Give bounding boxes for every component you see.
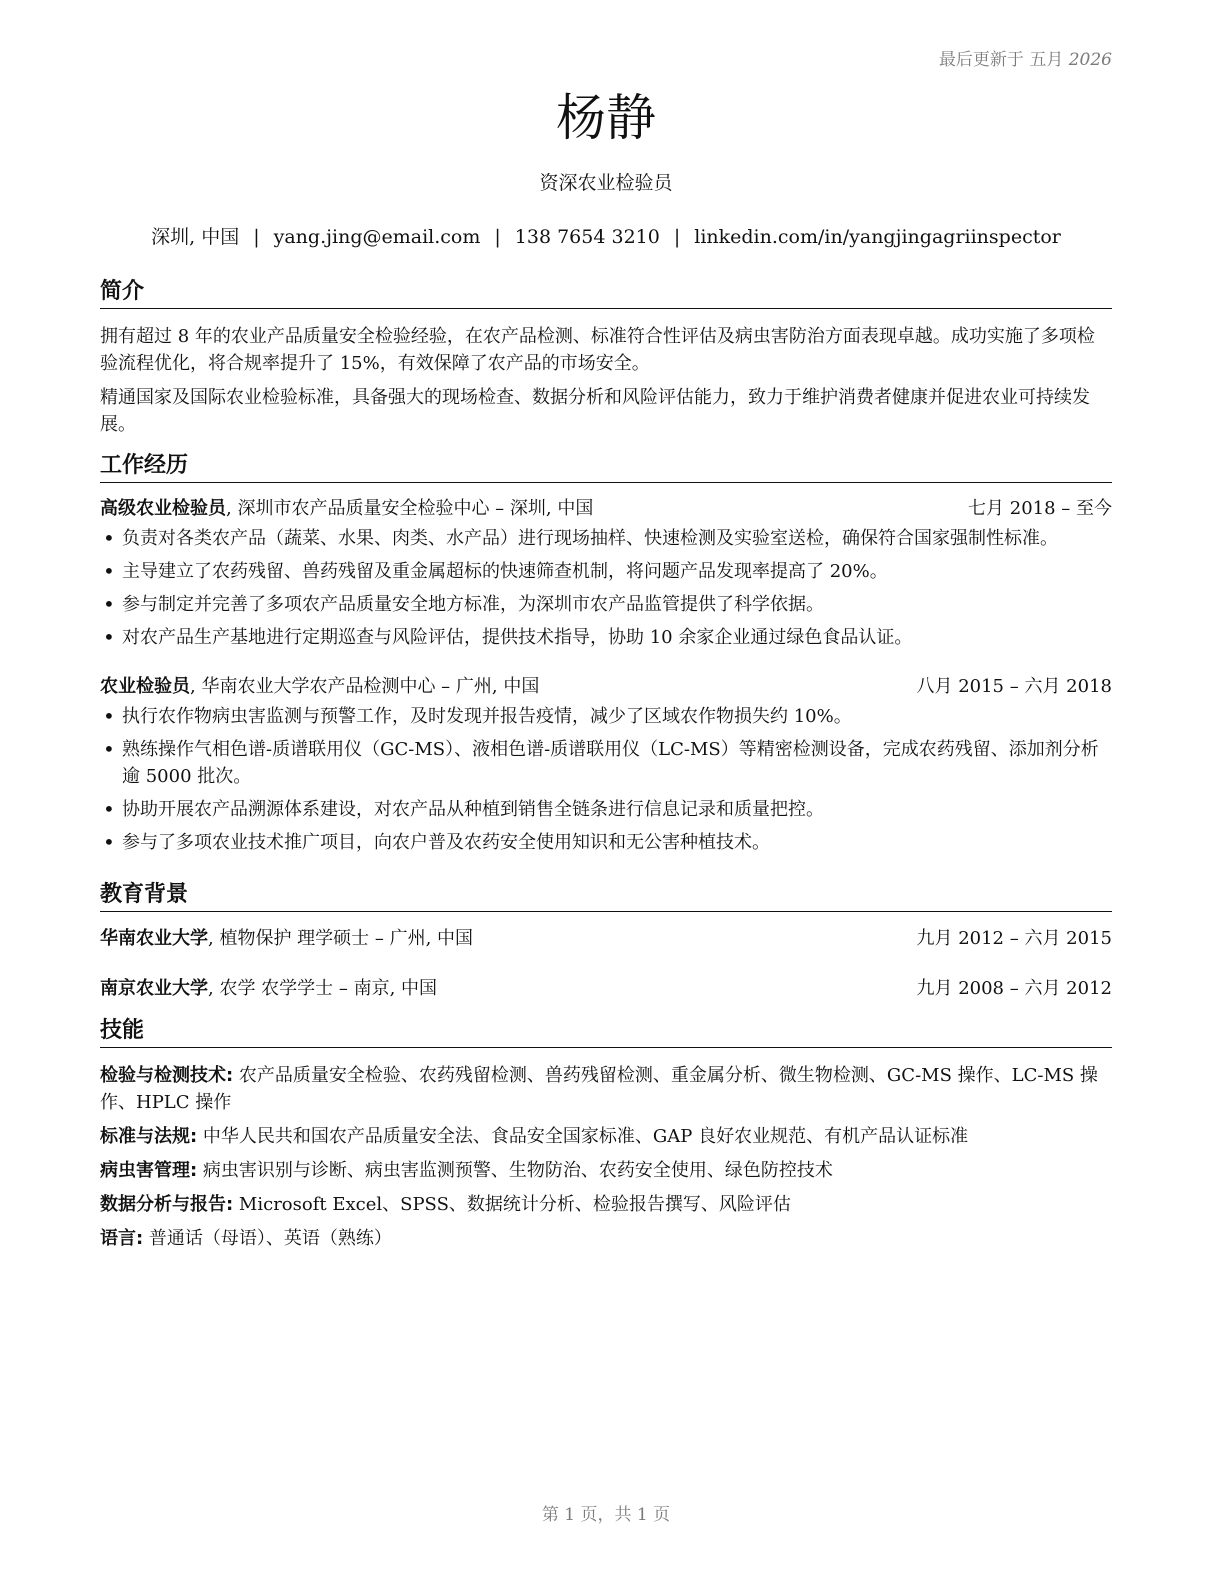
education-dates: 九月 2012 – 六月 2015	[916, 928, 1112, 949]
skill-row	[100, 1225, 1112, 1252]
experience-section	[100, 452, 1112, 856]
contact-location: 深圳, 中国	[151, 226, 240, 248]
skill-value: 中华人民共和国农产品质量安全法、食品安全国家标准、GAP 良好农业规范、有机产品认证标准	[197, 1126, 969, 1147]
skill-row	[100, 1191, 1112, 1218]
job-entry	[100, 496, 1112, 651]
contact-linkedin-link[interactable]: linkedin.com/in/yangjingagriinspector	[694, 226, 1061, 248]
education-school: 华南农业大学	[100, 928, 208, 949]
education-section	[100, 881, 1112, 1002]
education-entry	[100, 926, 1112, 952]
job-dates: 七月 2018 – 至今	[968, 498, 1112, 519]
job-role: 高级农业检验员	[100, 498, 226, 519]
job-role-org	[100, 496, 593, 522]
skill-label: 病虫害管理:	[100, 1160, 198, 1181]
job-org: , 深圳市农产品质量安全检验中心 – 深圳, 中国	[226, 498, 594, 519]
education-detail: , 植物保护 理学硕士 – 广州, 中国	[208, 928, 474, 949]
skills-section	[100, 1017, 1112, 1252]
job-bullets	[100, 525, 1112, 651]
section-heading-education: 教育背景	[100, 881, 1112, 912]
skill-row	[100, 1062, 1112, 1116]
contact-email-link[interactable]: yang.jing@email.com	[273, 226, 481, 248]
list-item: • 协助开展农产品溯源体系建设，对农产品从种植到销售全链条进行信息记录和质量把控。	[100, 796, 1112, 823]
contact-separator: |	[673, 226, 681, 248]
skill-label: 数据分析与报告:	[100, 1194, 234, 1215]
skill-label: 语言:	[100, 1228, 144, 1249]
list-item: • 负责对各类农产品（蔬菜、水果、肉类、水产品）进行现场抽样、快速检测及实验室送检，确保符合国家强制性标准。	[100, 525, 1112, 552]
list-item: • 参与制定并完善了多项农产品质量安全地方标准，为深圳市农产品监管提供了科学依据。	[100, 591, 1112, 618]
skill-value: 病虫害识别与诊断、病虫害监测预警、生物防治、农药安全使用、绿色防控技术	[197, 1160, 833, 1181]
education-dates: 九月 2008 – 六月 2012	[916, 978, 1112, 999]
job-bullets	[100, 703, 1112, 856]
contact-line	[100, 224, 1112, 250]
page-number: 第 1 页，共 1 页	[541, 1505, 671, 1525]
section-heading-experience: 工作经历	[100, 452, 1112, 483]
job-org: , 华南农业大学农产品检测中心 – 广州, 中国	[190, 676, 540, 697]
job-title: 资深农业检验员	[539, 172, 673, 194]
education-entry	[100, 976, 1112, 1002]
skill-row	[100, 1157, 1112, 1184]
list-item: • 参与了多项农业技术推广项目，向农户普及农药安全使用知识和无公害种植技术。	[100, 829, 1112, 856]
candidate-name: 杨静	[556, 89, 656, 147]
skill-value: 农产品质量安全检验、农药残留检测、兽药残留检测、重金属分析、微生物检测、GC-MS 操作、LC-MS 操作、HPLC 操作	[100, 1065, 1098, 1113]
job-dates: 八月 2015 – 六月 2018	[916, 676, 1112, 697]
summary-section	[100, 278, 1112, 438]
contact-phone: 138 7654 3210	[514, 226, 660, 248]
education-school-degree	[100, 976, 437, 1002]
skill-row	[100, 1123, 1112, 1150]
last-updated	[939, 45, 1112, 70]
last-updated-year: 2026	[1068, 50, 1112, 70]
list-item: • 主导建立了农药残留、兽药残留及重金属超标的快速筛查机制，将问题产品发现率提高了 20%。	[100, 558, 1112, 585]
job-header	[100, 496, 1112, 522]
list-item: • 对农产品生产基地进行定期巡查与风险评估，提供技术指导，协助 10 余家企业通过绿色食品认证。	[100, 624, 1112, 651]
list-item: • 执行农作物病虫害监测与预警工作，及时发现并报告疫情，减少了区域农作物损失约 10%。	[100, 703, 1112, 730]
contact-separator: |	[494, 226, 501, 248]
section-heading-summary: 简介	[100, 278, 1112, 309]
list-item: • 熟练操作气相色谱-质谱联用仪（GC-MS）、液相色谱-质谱联用仪（LC-MS）等精密检测设备，完成农药残留、添加剂分析逾 5000 批次。	[100, 736, 1112, 790]
skill-label: 标准与法规:	[100, 1126, 198, 1147]
education-school-degree	[100, 926, 473, 952]
job-role-org	[100, 674, 539, 700]
education-detail: , 农学 农学学士 – 南京, 中国	[208, 978, 438, 999]
summary-paragraph: 精通国家及国际农业检验标准，具备强大的现场检查、数据分析和风险评估能力，致力于维护消费者健康并促进农业可持续发展。	[100, 387, 1090, 435]
skill-label: 检验与检测技术:	[100, 1065, 234, 1086]
contact-separator: |	[253, 226, 260, 248]
job-role: 农业检验员	[100, 676, 190, 697]
job-entry	[100, 674, 1112, 856]
resume-page	[100, 0, 1112, 1584]
job-header	[100, 674, 1112, 700]
last-updated-label: 最后更新于 五月	[938, 50, 1064, 70]
skill-value: 普通话（母语）、英语（熟练）	[143, 1228, 392, 1249]
skill-value: Microsoft Excel、SPSS、数据统计分析、检验报告撰写、风险评估	[233, 1194, 791, 1215]
education-school: 南京农业大学	[100, 978, 208, 999]
section-heading-skills: 技能	[100, 1017, 1112, 1048]
summary-paragraph: 拥有超过 8 年的农业产品质量安全检验经验，在农产品检测、标准符合性评估及病虫害防治方面表现卓越。成功实施了多项检验流程优化，将合规率提升了 15%，有效保障了农产品的市场安全。	[100, 326, 1095, 374]
